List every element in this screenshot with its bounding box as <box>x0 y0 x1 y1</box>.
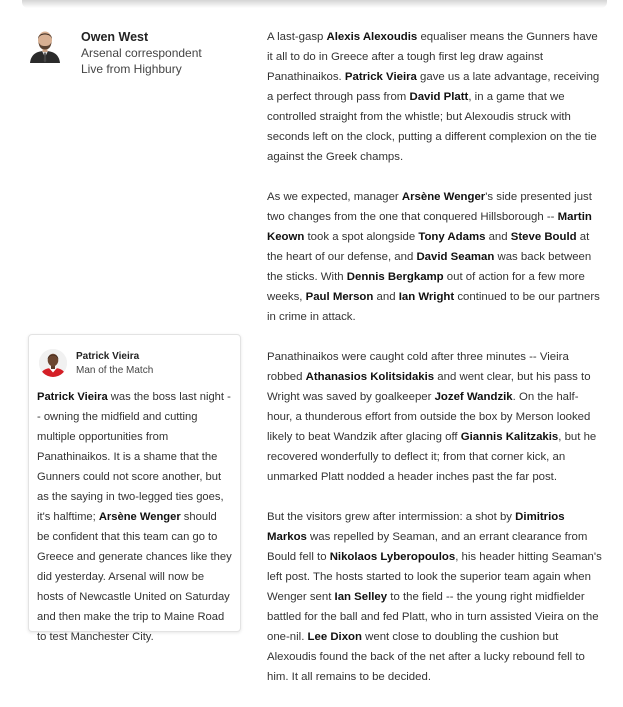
player-name: Martin Keown <box>267 211 592 243</box>
text-run: was back between the sticks. With <box>267 251 592 283</box>
motm-header <box>76 350 153 378</box>
player-name: Jozef Wandzik <box>434 391 513 403</box>
text-run: and <box>485 231 511 243</box>
text-run: gave us a late advantage, receiving a perfect through pass from <box>267 71 600 103</box>
player-name: Arsène Wenger <box>401 191 486 203</box>
author-avatar <box>28 27 62 63</box>
text-run: was the boss last night -- owning the midfield and cutting multiple opportunities from Panathinaikos. It is a shame that the Gunners could not score another, but as the saying in two-legged ties goes, it's halftime; <box>37 391 231 523</box>
article-paragraph <box>267 347 603 487</box>
text-run: and went clear, but his pass to Wright was saved by goalkeeper <box>267 371 591 403</box>
player-name: Giannis Kalitzakis <box>460 431 559 443</box>
text-run: , but he recovered wonderfully to deflect it; from that corner kick, an unmarked Platt nodded a header inches past the far post. <box>267 431 597 483</box>
article-paragraph <box>267 27 603 167</box>
article-paragraph <box>267 187 603 327</box>
motm-player-name: Patrick Vieira <box>76 351 140 362</box>
player-name: Patrick Vieira <box>344 71 417 83</box>
text-run: . On the half-hour, a thunderous effort from outside the box by Merson looked likely to beat Wandzik after glacing off <box>267 391 591 443</box>
man-of-the-match-card <box>28 334 241 643</box>
player-name: David Seaman <box>416 251 495 263</box>
player-name: Dimitrios Markos <box>267 511 565 543</box>
text-run: should be confident that this team can go to Greece and generate chances like they did yesterday. Arsenal will now be hosts of Newcastle United on Saturday and then make the trip to Maine Road to test Manchester City. <box>37 511 232 643</box>
article-paragraph <box>267 507 603 687</box>
article-body <box>267 27 603 707</box>
text-run: was repelled by Seaman, and an errant clearance from Bould fell to <box>267 531 588 563</box>
player-name: Athanasios Kolitsidakis <box>305 371 435 383</box>
motm-summary <box>37 387 232 647</box>
text-run: , his header hitting Seaman's left post. The hosts started to look the superior team again when Wenger sent <box>267 551 602 603</box>
text-run: As we expected, manager <box>267 191 402 203</box>
author-name: Owen West <box>81 30 149 44</box>
text-run: But the visitors grew after intermission: a shot by <box>267 511 516 523</box>
top-shadow-bar <box>22 0 607 8</box>
player-name: Steve Bould <box>510 231 577 243</box>
text-run: 's side presented just two changes from the one that conquered Hillsborough -- <box>267 191 592 223</box>
author-portrait-icon <box>28 27 62 63</box>
text-run: continued to be our partners in crime in attack. <box>267 291 600 323</box>
text-run: A last-gasp <box>267 31 327 43</box>
text-run: went close to doubling the cushion but Alexoudis found the back of the net after a lucky rebound fell to him. It all remains to be decided. <box>267 631 585 683</box>
motm-label: Man of the Match <box>76 365 154 376</box>
player-name: Lee Dixon <box>307 631 362 643</box>
player-name: Alexis Alexoudis <box>326 31 418 43</box>
player-name: Tony Adams <box>418 231 486 243</box>
player-name: Dennis Bergkamp <box>346 271 444 283</box>
player-name: Arsène Wenger <box>98 511 181 523</box>
player-name: Ian Selley <box>334 591 388 603</box>
text-run: Panathinaikos were caught cold after three minutes -- Vieira robbed <box>267 351 569 383</box>
text-run: equaliser means the Gunners have it all to do in Greece after a tough first leg draw against Panathinaikos. <box>267 31 598 83</box>
text-run: and <box>373 291 399 303</box>
text-run: , in a game that we controlled straight from the whistle; but Alexoudis struck with seconds left on the clock, putting a different complexion on the tie against the Greek champs. <box>267 91 597 163</box>
player-name: Paul Merson <box>305 291 374 303</box>
text-run: took a spot alongside <box>304 231 419 243</box>
author-location: Live from Highbury <box>81 62 182 76</box>
author-text <box>81 29 251 77</box>
player-portrait-icon <box>39 349 67 377</box>
text-run: out of action for a few more weeks, <box>267 271 585 303</box>
player-name: David Platt <box>409 91 469 103</box>
text-run: at the heart of our defense, and <box>267 231 590 263</box>
motm-avatar <box>39 349 67 377</box>
player-name: Nikolaos Lyberopoulos <box>329 551 456 563</box>
text-run: to the field -- the young right midfielder battled for the ball and fed Platt, who in turn assisted Vieira on the one-nil. <box>267 591 599 643</box>
author-role: Arsenal correspondent <box>81 46 202 60</box>
player-name: Patrick Vieira <box>37 391 108 403</box>
player-name: Ian Wright <box>398 291 455 303</box>
